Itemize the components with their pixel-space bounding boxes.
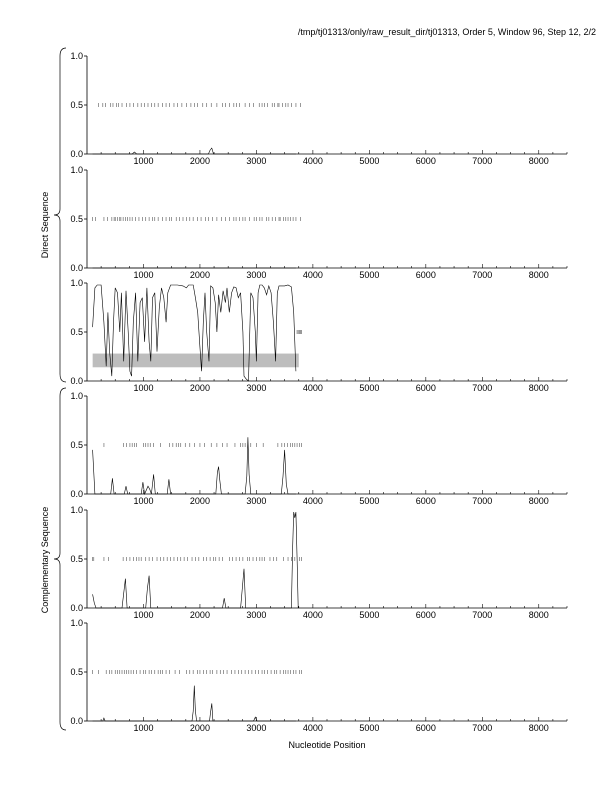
- y-tick-label: 0.0: [70, 263, 83, 273]
- y-tick-label: 0.0: [70, 489, 83, 499]
- x-tick-label: 5000: [359, 496, 380, 506]
- direct-sequence-brace: [54, 48, 66, 382]
- x-tick-label: 8000: [528, 610, 549, 620]
- x-tick-label: 5000: [359, 383, 380, 393]
- x-tick-label: 1000: [133, 383, 154, 393]
- x-tick-label: 7000: [472, 383, 493, 393]
- series-line: [93, 148, 296, 154]
- x-tick-label: 8000: [528, 383, 549, 393]
- x-tick-label: 4000: [302, 610, 323, 620]
- y-tick-label: 1.0: [70, 51, 83, 61]
- x-tick-label: 3000: [246, 383, 267, 393]
- y-tick-label: 1.0: [70, 618, 83, 628]
- x-tick-label: 3000: [246, 270, 267, 280]
- x-tick-label: 7000: [472, 610, 493, 620]
- series-line: [93, 686, 296, 721]
- x-tick-label: 3000: [246, 723, 267, 733]
- x-tick-label: 4000: [302, 496, 323, 506]
- x-tick-label: 1000: [133, 156, 154, 166]
- y-tick-label: 0.0: [70, 716, 83, 726]
- x-tick-label: 2000: [189, 270, 210, 280]
- x-tick-label: 4000: [302, 156, 323, 166]
- x-tick-label: 6000: [415, 610, 436, 620]
- x-axis-title: Nucleotide Position: [288, 740, 366, 750]
- x-tick-label: 5000: [359, 723, 380, 733]
- y-tick-label: 0.5: [70, 440, 83, 450]
- y-tick-label: 1.0: [70, 391, 83, 401]
- y-tick-label: 0.0: [70, 603, 83, 613]
- x-tick-label: 4000: [302, 383, 323, 393]
- x-tick-label: 7000: [472, 270, 493, 280]
- y-tick-label: 1.0: [70, 165, 83, 175]
- x-tick-label: 1000: [133, 723, 154, 733]
- group-label-direct: Direct Sequence: [40, 191, 50, 259]
- x-tick-label: 3000: [246, 156, 267, 166]
- x-tick-label: 2000: [189, 156, 210, 166]
- x-tick-label: 2000: [189, 496, 210, 506]
- y-tick-label: 1.0: [70, 505, 83, 515]
- x-tick-label: 1000: [133, 496, 154, 506]
- x-tick-label: 6000: [415, 270, 436, 280]
- y-tick-label: 1.0: [70, 278, 83, 288]
- x-tick-label: 8000: [528, 156, 549, 166]
- x-tick-label: 2000: [189, 610, 210, 620]
- y-tick-label: 0.0: [70, 149, 83, 159]
- x-tick-label: 2000: [189, 383, 210, 393]
- x-tick-label: 8000: [528, 496, 549, 506]
- y-tick-label: 0.5: [70, 327, 83, 337]
- complementary-sequence-brace: [54, 388, 66, 730]
- x-tick-label: 7000: [472, 496, 493, 506]
- x-tick-label: 5000: [359, 156, 380, 166]
- y-tick-label: 0.5: [70, 100, 83, 110]
- x-tick-label: 6000: [415, 496, 436, 506]
- y-tick-label: 0.5: [70, 554, 83, 564]
- group-label-complementary: Complementary Sequence: [40, 506, 50, 614]
- x-tick-label: 4000: [302, 723, 323, 733]
- x-tick-label: 5000: [359, 610, 380, 620]
- x-tick-label: 2000: [189, 723, 210, 733]
- x-tick-label: 7000: [472, 723, 493, 733]
- x-tick-label: 6000: [415, 156, 436, 166]
- x-tick-label: 5000: [359, 270, 380, 280]
- y-tick-label: 0.5: [70, 667, 83, 677]
- x-tick-label: 8000: [528, 270, 549, 280]
- x-tick-label: 6000: [415, 383, 436, 393]
- x-tick-label: 3000: [246, 610, 267, 620]
- x-tick-label: 7000: [472, 156, 493, 166]
- x-tick-label: 8000: [528, 723, 549, 733]
- x-tick-label: 4000: [302, 270, 323, 280]
- x-tick-label: 6000: [415, 723, 436, 733]
- x-tick-label: 3000: [246, 496, 267, 506]
- y-tick-label: 0.0: [70, 376, 83, 386]
- y-tick-label: 0.5: [70, 214, 83, 224]
- x-tick-label: 1000: [133, 270, 154, 280]
- header-title: /tmp/tj01313/only/raw_result_dir/tj01313, Order 5, Window 96, Step 12, 2/2: [297, 27, 596, 37]
- x-tick-label: 1000: [133, 610, 154, 620]
